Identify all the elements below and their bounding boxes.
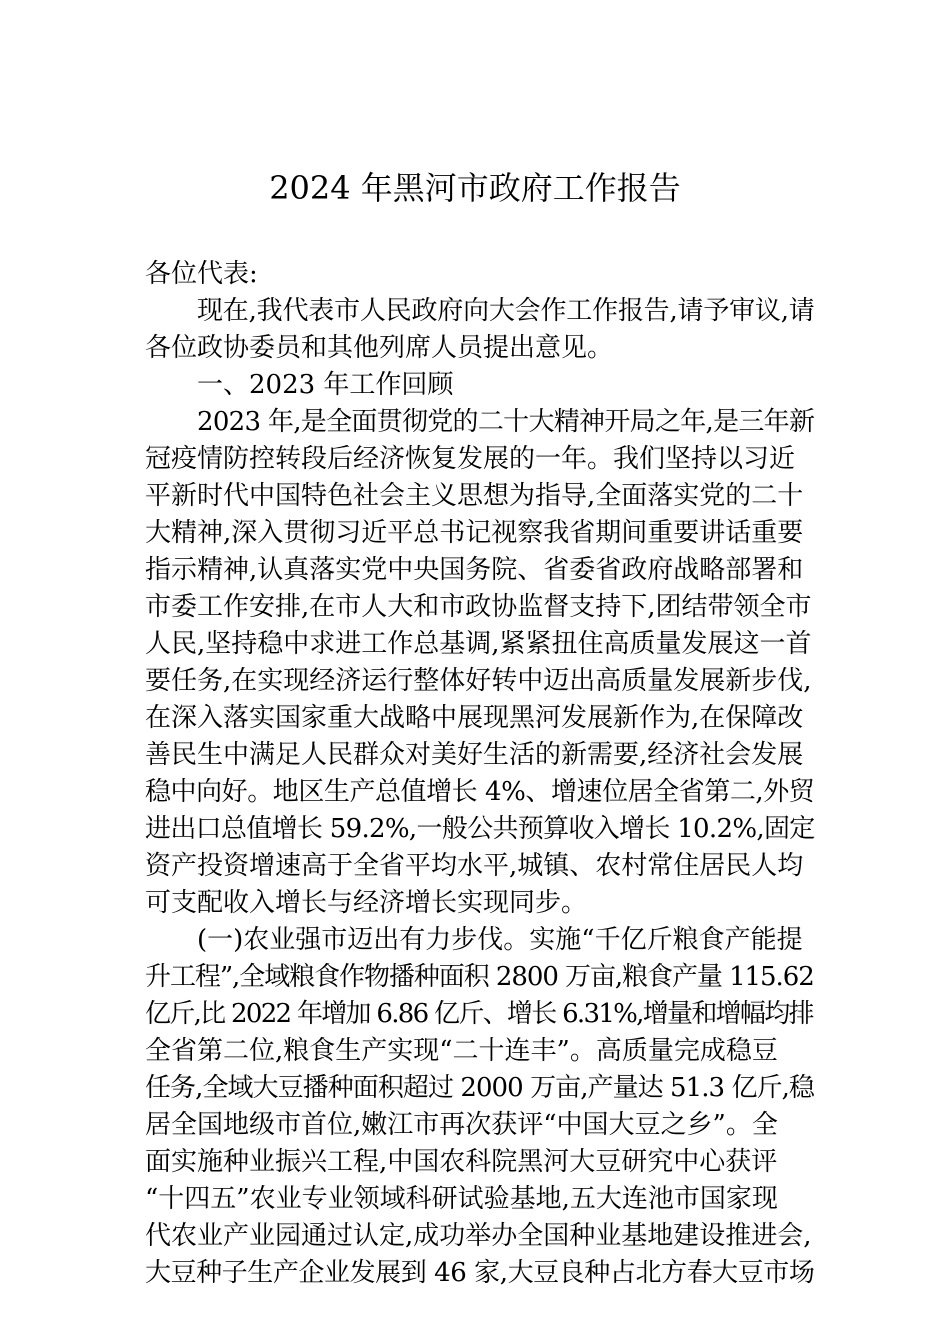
document-title: 2024 年黑河市政府工作报告 <box>269 169 681 207</box>
text-line: 代农业产业园通过认定,成功举办全国种业基地建设推进会, <box>145 1221 812 1251</box>
text-line: 市委工作安排,在市人大和市政协监督支持下,团结带领全市 <box>145 592 812 622</box>
text-line: 任务,全域大豆播种面积超过 2000 万亩,产量达 51.3 亿斤,稳 <box>145 1073 814 1103</box>
text-line: 大精神,深入贯彻习近平总书记视察我省期间重要讲话重要 <box>145 518 804 548</box>
text-line: 升工程”,全域粮食作物播种面积 2800 万亩,粮食产量 115.62 <box>145 962 814 992</box>
text-line: 居全国地级市首位,嫩江市再次获评“中国大豆之乡”。全 <box>145 1110 778 1140</box>
text-line: 人民,坚持稳中求进工作总基调,紧紧扭住高质量发展这一首 <box>145 629 812 659</box>
text-line: “十四五”农业专业领域科研试验基地,五大连池市国家现 <box>145 1184 778 1214</box>
text-line: 稳中向好。地区生产总值增长 4%、增速位居全省第二,外贸 <box>145 777 815 807</box>
text-line: 在深入落实国家重大战略中展现黑河发展新作为,在保障改 <box>145 703 804 733</box>
text-line: 平新时代中国特色社会主义思想为指导,全面落实党的二十 <box>145 481 804 511</box>
text-line: 各位代表: <box>145 259 258 289</box>
text-line: (一)农业强市迈出有力步伐。实施“千亿斤粮食产能提 <box>197 925 803 955</box>
text-line: 面实施种业振兴工程,中国农科院黑河大豆研究中心获评 <box>145 1147 778 1177</box>
text-line: 亿斤,比 2022 年增加 6.86 亿斤、增长 6.31%,增量和增幅均排 <box>145 999 813 1029</box>
text-line: 大豆种子生产企业发展到 46 家,大豆良种占北方春大豆市场 <box>145 1258 815 1288</box>
text-line: 要任务,在实现经济运行整体好转中迈出高质量发展新步伐, <box>145 666 812 696</box>
text-line: 善民生中满足人民群众对美好生活的新需要,经济社会发展 <box>145 740 804 770</box>
text-line: 可支配收入增长与经济增长实现同步。 <box>145 888 588 918</box>
text-line: 指示精神,认真落实党中央国务院、省委省政府战略部署和 <box>145 555 804 585</box>
document-body <box>145 256 815 1292</box>
text-line: 各位政协委员和其他列席人员提出意见。 <box>145 333 614 363</box>
text-line: 资产投资增速高于全省平均水平,城镇、农村常住居民人均 <box>145 851 804 881</box>
text-line: 全省第二位,粮食生产实现“二十连丰”。高质量完成稳豆 <box>145 1036 778 1066</box>
text-line: 现在,我代表市人民政府向大会作工作报告,请予审议,请 <box>197 296 815 326</box>
text-line: 一、2023 年工作回顾 <box>197 370 454 400</box>
text-line: 冠疫情防控转段后经济恢复发展的一年。我们坚持以习近 <box>145 444 796 474</box>
text-line: 2023 年,是全面贯彻党的二十大精神开局之年,是三年新 <box>197 407 815 437</box>
text-line: 进出口总值增长 59.2%,一般公共预算收入增长 10.2%,固定 <box>145 814 815 844</box>
